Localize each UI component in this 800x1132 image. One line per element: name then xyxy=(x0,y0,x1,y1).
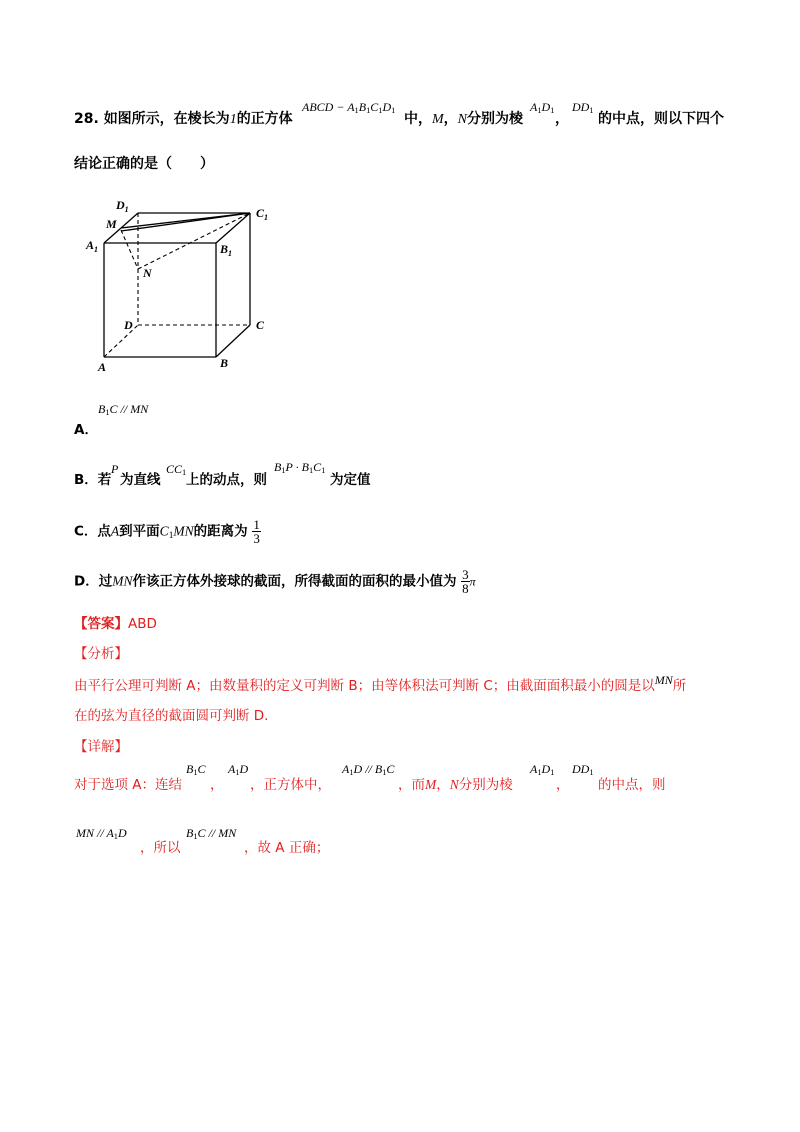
analysis-tag xyxy=(74,642,128,662)
numerator: 1 xyxy=(253,517,260,532)
subscript: 1 xyxy=(378,106,383,116)
option-text: 到平面 xyxy=(119,523,160,540)
subscript: 1 xyxy=(308,466,314,476)
question-line-2 xyxy=(74,153,214,173)
math-part: B xyxy=(186,826,194,840)
point-p: P xyxy=(111,462,119,476)
detail-tag xyxy=(74,735,128,755)
math-part: C // MN xyxy=(109,402,149,416)
edge-a1d1 xyxy=(530,100,554,115)
detail-mn-parallel xyxy=(76,826,127,841)
detail-text: 对于选项 A：连结 xyxy=(74,777,183,793)
math-mn: MN xyxy=(654,673,673,687)
option-text: 为定值 xyxy=(330,472,371,488)
plane-part: C xyxy=(159,523,169,539)
subscript: 1 xyxy=(168,530,174,541)
punct: ， xyxy=(436,777,450,793)
point-m: M xyxy=(432,112,444,127)
math-part: D xyxy=(117,826,127,840)
detail-text: ，故 A 正确； xyxy=(244,840,330,856)
label-n: N xyxy=(143,266,152,280)
segment-mc1b xyxy=(121,213,250,231)
comma-sep xyxy=(555,108,569,128)
detail-comma-2 xyxy=(556,773,570,793)
label-c: C xyxy=(256,318,265,332)
subscript: 1 xyxy=(321,466,326,476)
segment-mn-text: MN xyxy=(112,573,133,589)
detail-text: ，所以 xyxy=(140,840,181,856)
punct: ， xyxy=(556,777,570,793)
cube-figure xyxy=(80,195,280,380)
punct: ， xyxy=(555,111,569,127)
cube-name xyxy=(302,100,395,115)
label-m: M xyxy=(106,217,117,231)
edge-length: 1 xyxy=(229,112,237,127)
math-part: MN // A xyxy=(76,826,114,840)
detail-text: ，正方体中， xyxy=(250,777,331,793)
edge-part: A xyxy=(530,100,538,114)
math-part: C xyxy=(197,762,206,776)
point-n: N xyxy=(457,112,468,127)
question-line-1c xyxy=(598,108,724,128)
fraction-three-eighths xyxy=(461,568,470,595)
question-text: 结论正确的是（ ） xyxy=(74,156,214,172)
option-a-label xyxy=(74,418,98,438)
math-part: D xyxy=(541,762,551,776)
cube-name-part: B xyxy=(358,100,367,114)
detail-a1d xyxy=(228,762,248,777)
question-text: 的正方体 xyxy=(236,111,293,127)
punct: ， xyxy=(443,111,458,127)
subscript: 1 xyxy=(550,106,555,116)
option-b-text1 xyxy=(120,468,161,488)
question-line-1b xyxy=(404,108,523,128)
math-part: P · B xyxy=(285,460,309,474)
label-a1: $A_1$ xyxy=(86,238,99,254)
detail-text: ，而 xyxy=(398,777,425,793)
point-a: A xyxy=(110,523,120,539)
math-part: B xyxy=(98,402,106,416)
question-number: 28. xyxy=(74,111,99,127)
math-part: CC xyxy=(166,462,183,476)
point-m: M xyxy=(425,777,437,792)
label-c1: $C_1$ xyxy=(256,206,269,222)
math-part: B xyxy=(274,460,282,474)
option-label: A． xyxy=(74,422,98,438)
denominator: 8 xyxy=(462,581,469,596)
subscript: 1 xyxy=(537,768,542,778)
math-part: A xyxy=(530,762,538,776)
detail-b1c-parallel xyxy=(186,826,236,841)
analysis-text: 由平行公理可判断 A；由数量积的定义可判断 B；由等体积法可判断 C；由截面面积最小的圆是以 xyxy=(74,678,655,694)
subscript: 1 xyxy=(354,106,359,116)
detail-mid xyxy=(598,773,666,793)
question-text: 的中点，则以下四个 xyxy=(598,111,724,127)
option-b-cc1 xyxy=(166,462,186,477)
subscript: 1 xyxy=(193,832,198,842)
question-line-1 xyxy=(74,108,293,128)
answer-line xyxy=(74,612,157,632)
subscript: 1 xyxy=(235,768,240,778)
edge-dd1 xyxy=(572,100,594,115)
analysis-line-2 xyxy=(74,704,268,724)
segment-mn xyxy=(121,230,138,269)
subscript: 1 xyxy=(550,768,555,778)
math-part: C // MN xyxy=(197,826,237,840)
option-b-text2 xyxy=(186,468,267,488)
subscript: 1 xyxy=(382,768,387,778)
analysis-text: 所 xyxy=(672,678,687,694)
option-b xyxy=(74,468,111,488)
analysis-line-1 xyxy=(74,673,686,694)
option-b-text3 xyxy=(330,468,371,488)
tag: 【详解】 xyxy=(74,739,128,755)
option-b-p xyxy=(111,462,118,477)
option-b-vector-expr xyxy=(274,460,325,475)
plane-part: MN xyxy=(173,523,194,539)
edge-part: D xyxy=(541,100,551,114)
detail-edge-a1d1 xyxy=(530,762,554,777)
label-d1: $D_1$ xyxy=(116,198,129,214)
detail-b1c xyxy=(186,762,206,777)
option-a-math xyxy=(98,402,148,417)
detail-and xyxy=(398,773,513,793)
detail-parallel xyxy=(342,762,394,777)
denominator: 3 xyxy=(253,531,260,546)
subscript: 1 xyxy=(589,768,594,778)
option-text: 的距离为 xyxy=(193,523,248,540)
numerator: 3 xyxy=(462,567,469,582)
punct: ， xyxy=(210,777,224,793)
option-label: D．过 xyxy=(74,573,113,590)
detail-cube xyxy=(250,773,331,793)
math-part: D xyxy=(239,762,249,776)
label-b: B xyxy=(220,356,229,370)
label-d: D xyxy=(124,318,133,332)
subscript: 1 xyxy=(281,466,286,476)
detail-line-1 xyxy=(74,773,182,793)
option-text: 上的动点，则 xyxy=(186,472,267,488)
detail-text: 分别为棱 xyxy=(458,777,513,793)
subscript: 1 xyxy=(182,468,187,478)
point-n: N xyxy=(449,777,459,792)
subscript: 1 xyxy=(113,832,118,842)
fraction-one-third xyxy=(252,518,261,545)
option-c xyxy=(74,518,261,545)
analysis-text: 在的弦为直径的截面圆可判断 D. xyxy=(74,708,269,724)
tag: 【分析】 xyxy=(74,646,128,662)
math-part: A xyxy=(228,762,236,776)
question-text: 分别为棱 xyxy=(467,111,524,127)
pi-symbol: π xyxy=(469,574,476,589)
subscript: 1 xyxy=(105,408,110,418)
detail-comma xyxy=(210,773,224,793)
math-part: A xyxy=(342,762,350,776)
subscript: 1 xyxy=(537,106,542,116)
subscript: 1 xyxy=(391,106,396,116)
detail-conclusion xyxy=(244,836,329,856)
label-b1: $B_1$ xyxy=(220,242,233,258)
cube-name-part: D xyxy=(382,100,392,114)
detail-edge-dd1 xyxy=(572,762,594,777)
option-text: 为直线 xyxy=(120,472,161,488)
detail-so xyxy=(140,836,181,856)
cube-name-part: C xyxy=(370,100,379,114)
option-text: 作该正方体外接球的截面，所得截面的面积的最小值为 xyxy=(132,573,457,590)
subscript: 1 xyxy=(193,768,198,778)
math-part: D // B xyxy=(353,762,383,776)
option-label: C．点 xyxy=(74,523,111,540)
hidden-edge-ad xyxy=(104,325,138,357)
cube-name-part: ABCD − A xyxy=(302,100,355,114)
question-text: 如图所示，在棱长为 xyxy=(103,111,230,127)
answer-value: ABD xyxy=(128,616,157,632)
edge-bc xyxy=(216,325,250,357)
answer-tag: 【答案】 xyxy=(74,616,128,632)
math-part: DD xyxy=(572,762,590,776)
detail-text: 的中点，则 xyxy=(598,777,666,793)
math-part: C xyxy=(313,460,322,474)
subscript: 1 xyxy=(589,106,594,116)
edge-part: DD xyxy=(572,100,590,114)
question-text: 中， xyxy=(404,111,432,127)
subscript: 1 xyxy=(349,768,354,778)
subscript: 1 xyxy=(366,106,371,116)
label-a: A xyxy=(98,360,107,374)
math-part: C xyxy=(386,762,395,776)
math-part: B xyxy=(186,762,194,776)
option-label: B．若 xyxy=(74,472,112,488)
option-d xyxy=(74,568,476,595)
